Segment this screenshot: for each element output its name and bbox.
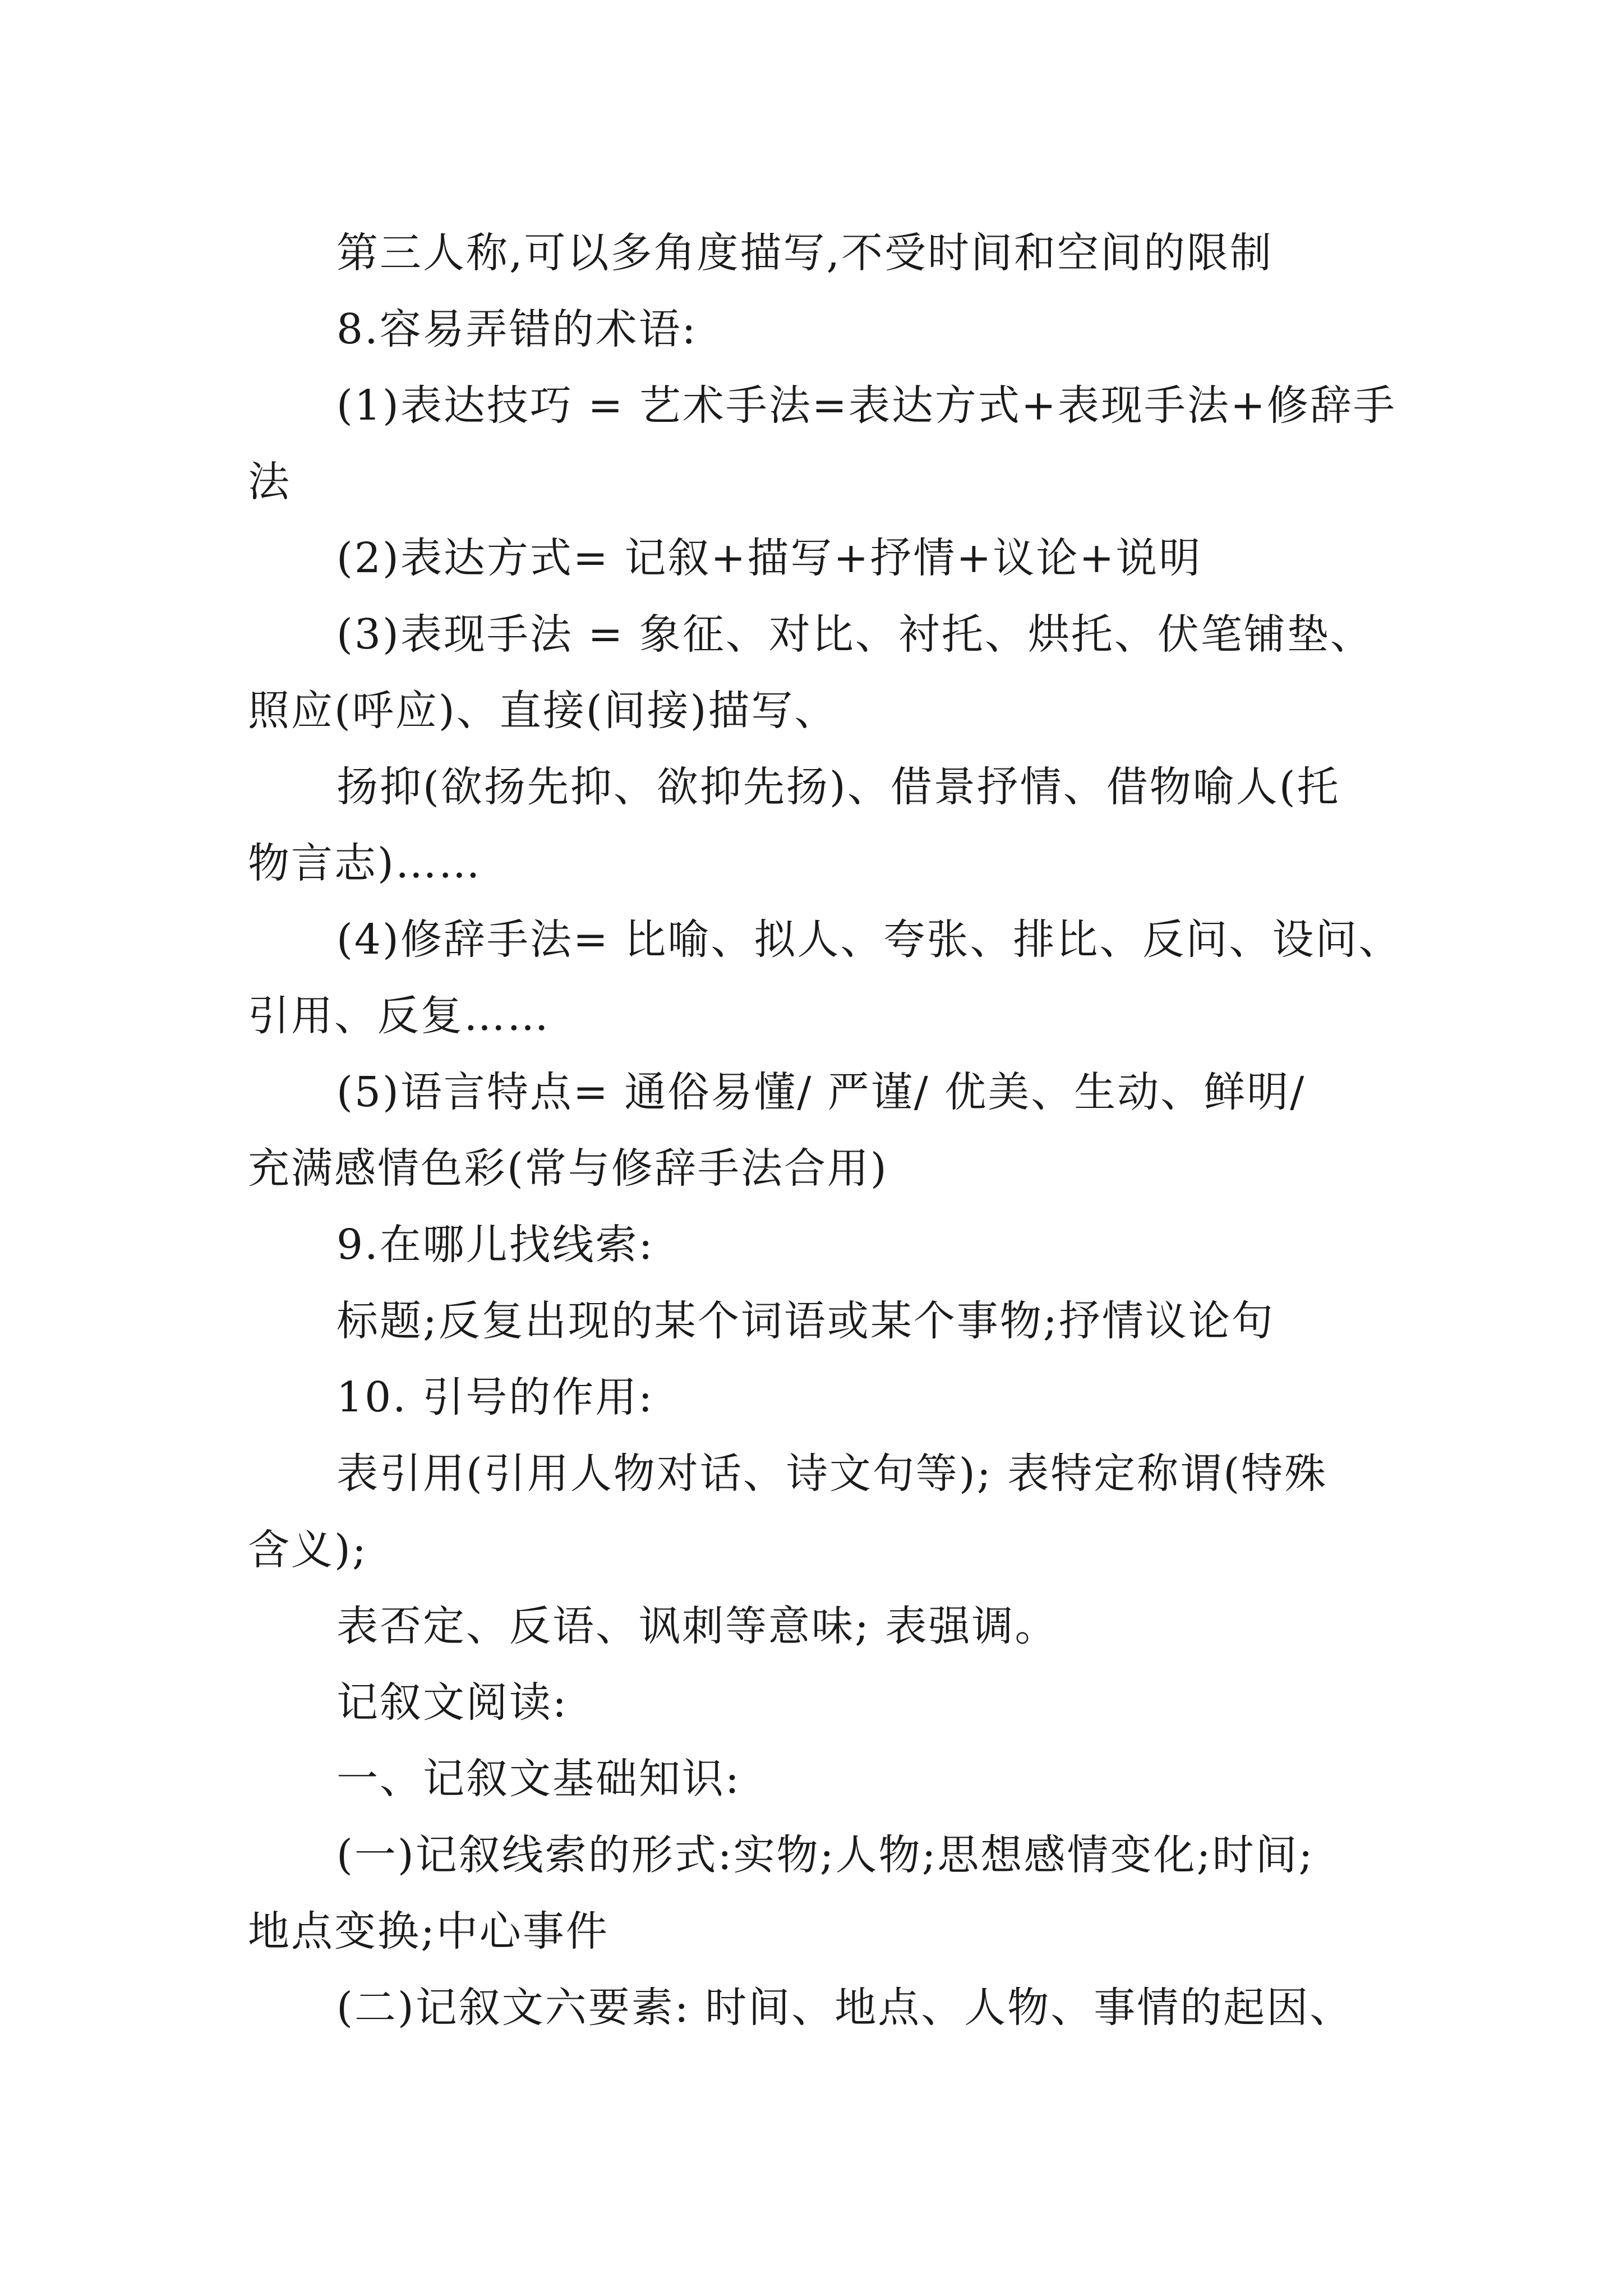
text-line: 法	[248, 458, 291, 506]
text-line: 地点变换;中心事件	[248, 1907, 609, 1955]
text-line: 含义);	[248, 1526, 368, 1574]
text-line: 表引用(引用人物对话、诗文句等); 表特定称谓(特殊	[336, 1450, 1328, 1498]
text-line: 照应(呼应)、直接(间接)描写、	[248, 687, 838, 735]
text-line: 扬抑(欲扬先抑、欲抑先扬)、借景抒情、借物喻人(托	[336, 763, 1340, 811]
text-line: (二)记叙文六要素: 时间、地点、人物、事情的起因、	[336, 1984, 1353, 2032]
section-heading: 一、记叙文基础知识:	[336, 1755, 741, 1803]
text-line: (2)表达方式= 记叙+描写+抒情+议论+说明	[336, 534, 1202, 582]
text-line: (3)表现手法 = 象征、对比、衬托、烘托、伏笔铺垫、	[336, 610, 1373, 659]
document-body	[248, 215, 1403, 2046]
text-line: (5)语言特点= 通俗易懂/ 严谨/ 优美、生动、鲜明/	[336, 1068, 1306, 1116]
text-line: (1)表达技巧 = 艺术手法=表达方式+表现手法+修辞手	[336, 381, 1396, 430]
text-line: 标题;反复出现的某个词语或某个事物;抒情议论句	[336, 1297, 1275, 1345]
text-line: 第三人称,可以多角度描写,不受时间和空间的限制	[336, 229, 1274, 277]
text-line: 充满感情色彩(常与修辞手法合用)	[248, 1144, 888, 1193]
text-line: 表否定、反语、讽刺等意味; 表强调。	[336, 1602, 1058, 1650]
text-line: 引用、反复……	[248, 992, 550, 1040]
text-line: (4)修辞手法= 比喻、拟人、夸张、排比、反问、设问、	[336, 915, 1402, 964]
section-heading: 8.容易弄错的术语:	[336, 305, 698, 353]
section-heading: 10. 引号的作用:	[336, 1373, 654, 1421]
text-line: 物言志)……	[248, 839, 482, 887]
text-line: (一)记叙线索的形式:实物;人物;思想感情变化;时间;	[336, 1831, 1315, 1879]
section-heading: 记叙文阅读:	[336, 1678, 568, 1727]
section-heading: 9.在哪儿找线索:	[336, 1221, 654, 1269]
